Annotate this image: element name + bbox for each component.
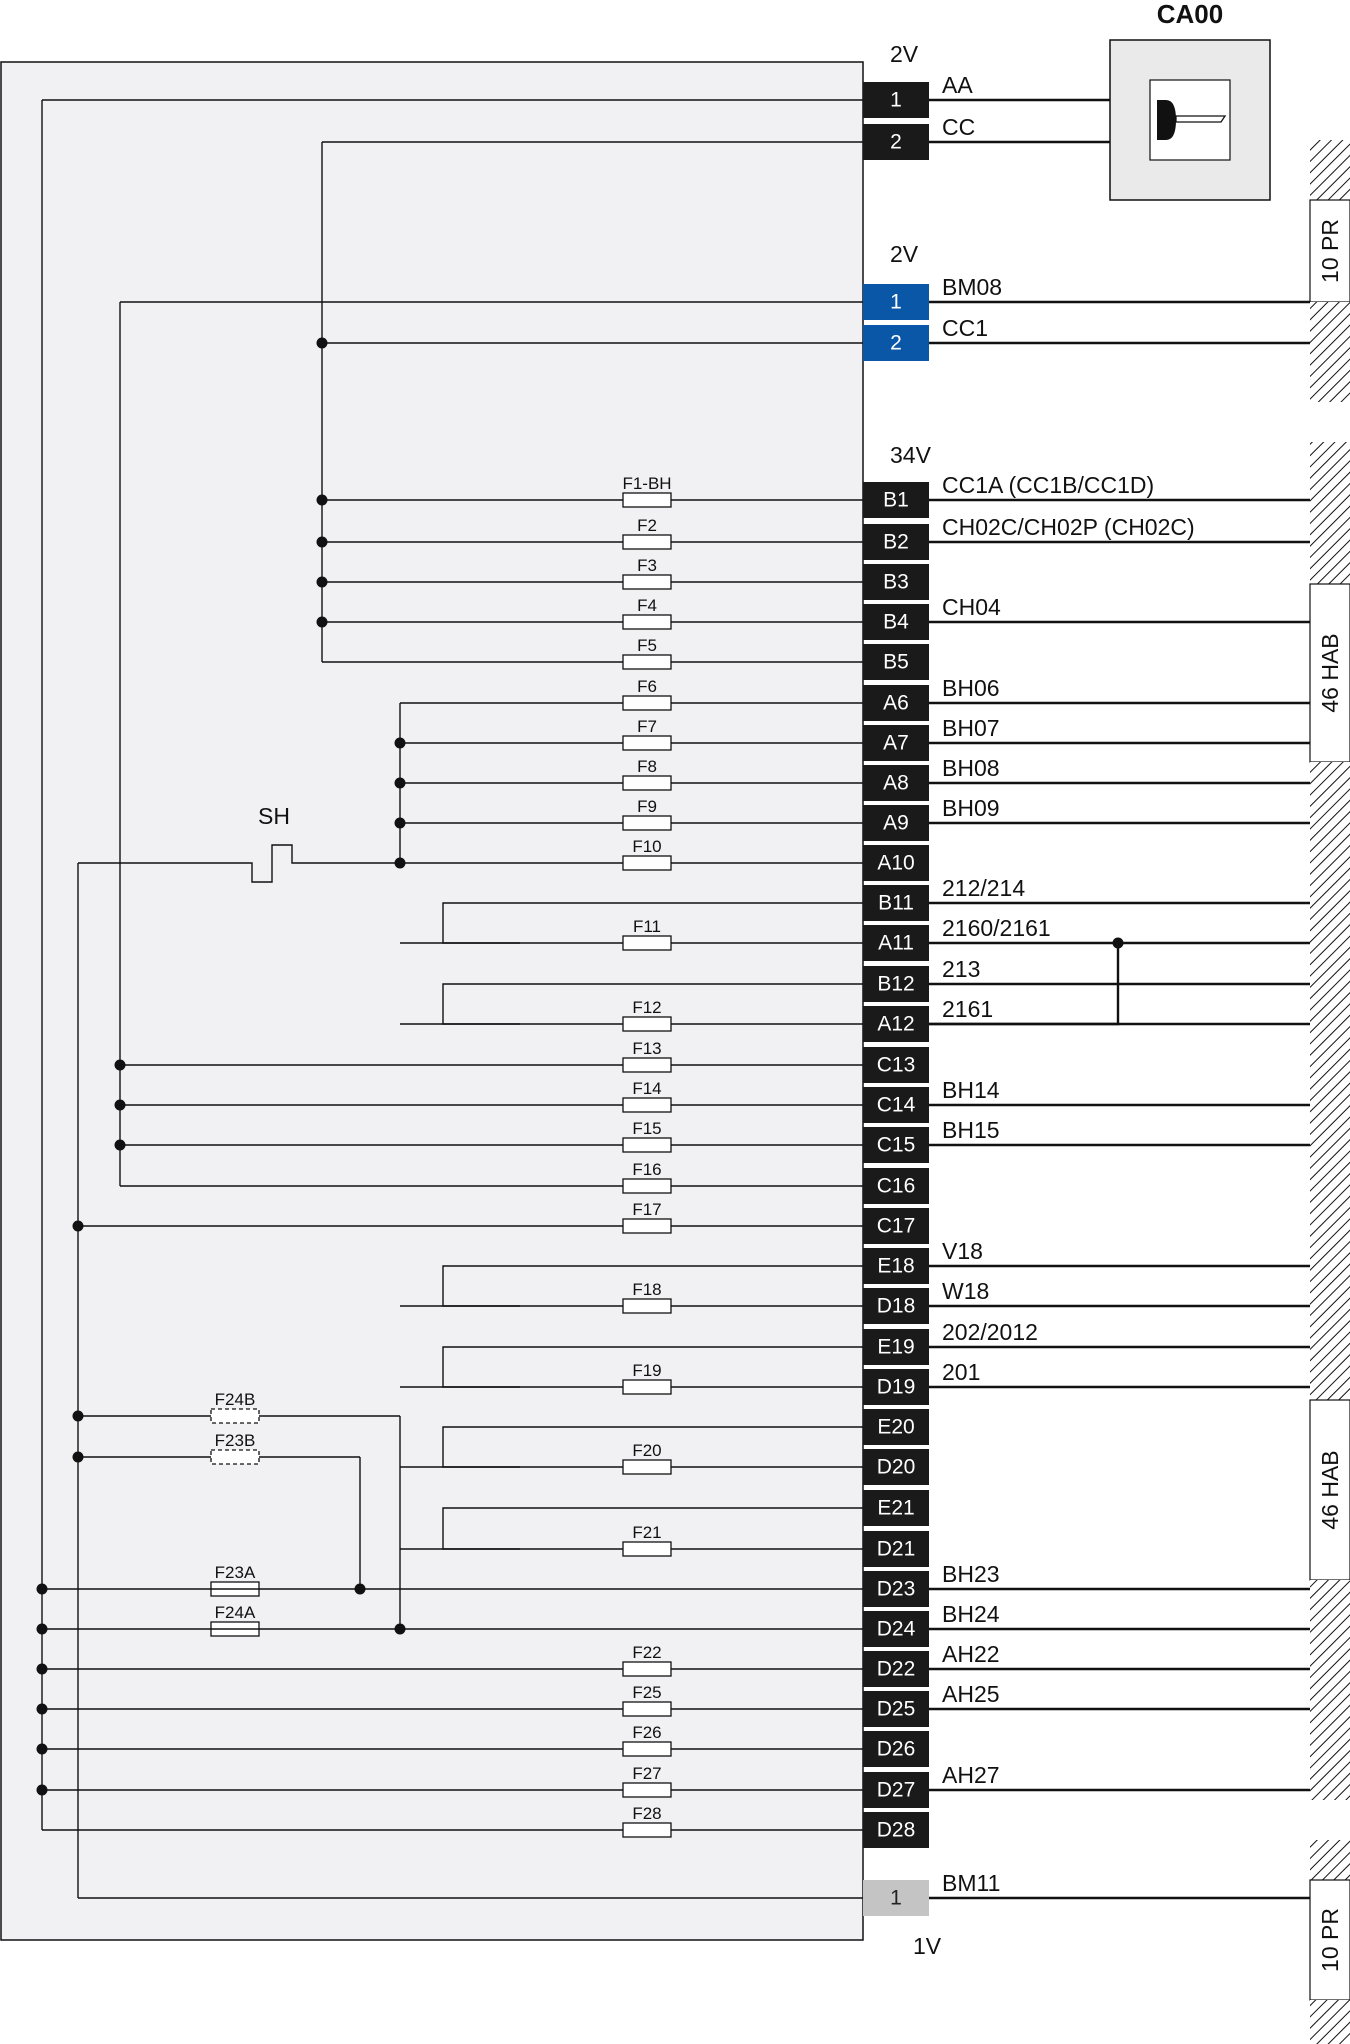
connector-4-voltage: 1V <box>913 1933 942 1959</box>
fuse-F4-body <box>623 615 671 629</box>
c4-pin-1-label: 1 <box>890 1886 902 1910</box>
fuse-F28-label: F28 <box>632 1804 662 1823</box>
fuse-F26-label: F26 <box>632 1723 662 1742</box>
fuse-F15-label: F15 <box>632 1119 662 1138</box>
fuse-F27-body <box>623 1783 671 1797</box>
c3-pin-B1-wire-label: CC1A (CC1B/CC1D) <box>942 472 1155 498</box>
c3-pin-D22-wire-label: AH22 <box>942 1641 1000 1667</box>
c3-pin-A6-label: A6 <box>883 691 909 715</box>
shunt-label: SH <box>258 803 290 829</box>
c1-pin-2-wire-label: CC <box>942 114 976 140</box>
c3-pin-D25-wire-label: AH25 <box>942 1681 1000 1707</box>
fuse-box-panel <box>1 62 863 1940</box>
fuse-F5-body <box>623 655 671 669</box>
strip-3b <box>1310 2000 1350 2044</box>
c3-pin-A9-label: A9 <box>883 811 909 835</box>
fuse-F4-label: F4 <box>637 596 657 615</box>
fuse-F23A-label: F23A <box>214 1563 256 1582</box>
c3-pin-C15-wire-label: BH15 <box>942 1117 1000 1143</box>
fuse-F9-label: F9 <box>637 797 657 816</box>
fuse-F22-body <box>623 1662 671 1676</box>
fuse-F28-body <box>623 1823 671 1837</box>
fuse-F6-body <box>623 696 671 710</box>
c3-pin-A6-wire-label: BH06 <box>942 675 1000 701</box>
c2-pin-2-label: 2 <box>890 331 902 355</box>
c3-pin-D21-label: D21 <box>876 1537 916 1561</box>
c4-pin-1-wire-label: BM11 <box>942 1870 1001 1896</box>
c3-pin-D18-label: D18 <box>876 1294 916 1318</box>
c3-pin-E20-label: E20 <box>877 1415 915 1439</box>
c2-pin-1-wire-label: BM08 <box>942 274 1003 300</box>
c2-pin-1-label: 1 <box>890 290 902 314</box>
fuse-F14-body <box>623 1098 671 1112</box>
fuse-F16-label: F16 <box>632 1160 662 1179</box>
c3-pin-D19-label: D19 <box>876 1375 916 1399</box>
fuse-F12-body <box>623 1017 671 1031</box>
junction-dot <box>355 1584 366 1595</box>
side-label-46hab-1-text: 46 HAB <box>1317 633 1343 713</box>
c3-pin-A8-wire-label: BH08 <box>942 755 1000 781</box>
c3-pin-C17-label: C17 <box>876 1214 916 1238</box>
fuse-F12-label: F12 <box>632 998 662 1017</box>
fuse-F14-label: F14 <box>632 1079 662 1098</box>
c3-pin-B2-wire-label: CH02C/CH02P (CH02C) <box>942 514 1195 540</box>
strip-1b <box>1310 302 1350 402</box>
c3-pin-A9-wire-label: BH09 <box>942 795 1000 821</box>
connector-2-voltage: 2V <box>890 241 919 267</box>
fuse-F15-body <box>623 1138 671 1152</box>
fuse-F27-label: F27 <box>632 1764 662 1783</box>
fuse-F11-body <box>623 936 671 950</box>
c1-pin-1-wire-label: AA <box>942 72 973 98</box>
fuse-F2-body <box>623 535 671 549</box>
fuse-F24B-label: F24B <box>214 1390 256 1409</box>
strip-1a <box>1310 140 1350 200</box>
strip-2b <box>1310 762 1350 1400</box>
c3-pin-D23-wire-label: BH23 <box>942 1561 1000 1587</box>
fuse-F8-body <box>623 776 671 790</box>
c3-pin-B3-label: B3 <box>883 570 909 594</box>
fuse-F1-BH-label: F1-BH <box>622 474 672 493</box>
fuse-F16-body <box>623 1179 671 1193</box>
fuse-F10-label: F10 <box>632 837 662 856</box>
c3-pin-E19-label: E19 <box>877 1335 915 1359</box>
c3-pin-B1-label: B1 <box>883 488 909 512</box>
fuse-F18-body <box>623 1299 671 1313</box>
connector-strips <box>1310 140 1350 2044</box>
strip-2a <box>1310 442 1350 584</box>
c3-pin-D26-label: D26 <box>876 1737 916 1761</box>
c3-pin-B4-label: B4 <box>883 610 909 634</box>
fuse-F26-body <box>623 1742 671 1756</box>
c3-pin-B11-label: B11 <box>878 891 914 915</box>
connector-1-voltage: 2V <box>890 41 919 67</box>
c3-pin-A11-wire-label: 2160/2161 <box>942 915 1051 941</box>
fuse-F19-body <box>623 1380 671 1394</box>
c3-pin-E18-label: E18 <box>877 1254 915 1278</box>
c2-pin-2-wire-label: CC1 <box>942 315 989 341</box>
c3-pin-A8-label: A8 <box>883 771 909 795</box>
fuse-F5-label: F5 <box>637 636 657 655</box>
fuse-F17-body <box>623 1219 671 1233</box>
c3-pin-A11-label: A11 <box>878 931 914 955</box>
c3-pin-A12-wire-label: 2161 <box>942 996 994 1022</box>
connector-3-voltage: 34V <box>890 442 931 468</box>
fuse-F8-label: F8 <box>637 757 657 776</box>
fuse-F17-label: F17 <box>632 1200 662 1219</box>
fuse-F21-label: F21 <box>632 1523 662 1542</box>
c3-pin-D23-label: D23 <box>876 1577 916 1601</box>
fuse-F20-body <box>623 1460 671 1474</box>
fuse-F19-label: F19 <box>632 1361 662 1380</box>
junction-dot <box>395 738 406 749</box>
fuse-F3-body <box>623 575 671 589</box>
c3-pin-B12-label: B12 <box>877 972 915 996</box>
c1-pin-2-label: 2 <box>890 130 902 154</box>
c3-pin-D24-label: D24 <box>876 1617 916 1641</box>
side-label-10pr-2-text: 10 PR <box>1317 1908 1343 1972</box>
side-label-46hab-2-text: 46 HAB <box>1317 1450 1343 1530</box>
fuse-F7-body <box>623 736 671 750</box>
fuse-F6-label: F6 <box>637 677 657 696</box>
c3-pin-B5-label: B5 <box>883 650 909 674</box>
fuse-F24A-label: F24A <box>214 1603 256 1622</box>
fuse-F1-BH-body <box>623 493 671 507</box>
c3-pin-E18-wire-label: V18 <box>942 1238 983 1264</box>
fuse-F23B-body <box>211 1450 259 1464</box>
strip-3a <box>1310 1840 1350 1880</box>
c3-pin-D22-label: D22 <box>876 1657 916 1681</box>
c3-pin-D28-label: D28 <box>876 1818 916 1842</box>
ignition-switch <box>1110 0 1270 200</box>
fuse-F7-label: F7 <box>637 717 657 736</box>
c3-pin-B4-wire-label: CH04 <box>942 594 1001 620</box>
strip-2c <box>1310 1580 1350 1800</box>
c3-pin-B2-label: B2 <box>883 530 909 554</box>
fuse-F13-body <box>623 1058 671 1072</box>
c3-pin-A12-label: A12 <box>877 1012 915 1036</box>
c3-pin-C14-label: C14 <box>876 1093 916 1117</box>
connector-pins <box>863 72 1310 1916</box>
c3-pin-D24-wire-label: BH24 <box>942 1601 1000 1627</box>
fuse-F22-label: F22 <box>632 1643 662 1662</box>
junction-dot <box>395 1624 406 1635</box>
fuse-F25-label: F25 <box>632 1683 662 1702</box>
c1-pin-1-label: 1 <box>890 88 902 112</box>
c3-pin-D25-label: D25 <box>876 1697 916 1721</box>
fuse-F13-label: F13 <box>632 1039 662 1058</box>
fuse-F2-label: F2 <box>637 516 657 535</box>
c3-pin-B11-wire-label: 212/214 <box>942 875 1026 901</box>
junction-dot <box>395 778 406 789</box>
c3-pin-D20-label: D20 <box>876 1455 916 1479</box>
c3-pin-D27-wire-label: AH27 <box>942 1762 1000 1788</box>
c3-pin-D27-label: D27 <box>876 1778 916 1802</box>
c3-pin-D18-wire-label: W18 <box>942 1278 990 1304</box>
c3-pin-D19-wire-label: 201 <box>942 1359 981 1385</box>
fuse-F24B-body <box>211 1409 259 1423</box>
fuse-F20-label: F20 <box>632 1441 662 1460</box>
fuse-F23B-label: F23B <box>214 1431 256 1450</box>
c3-pin-C14-wire-label: BH14 <box>942 1077 1000 1103</box>
fuse-F9-body <box>623 816 671 830</box>
c3-pin-A7-wire-label: BH07 <box>942 715 1000 741</box>
junction-dot <box>395 818 406 829</box>
c3-pin-C16-label: C16 <box>876 1174 916 1198</box>
fuse-F18-label: F18 <box>632 1280 662 1299</box>
fuse-F3-label: F3 <box>637 556 657 575</box>
c3-pin-C15-label: C15 <box>876 1133 916 1157</box>
fuse-F25-body <box>623 1702 671 1716</box>
c3-pin-E21-label: E21 <box>877 1496 915 1520</box>
c3-pin-E19-wire-label: 202/2012 <box>942 1319 1038 1345</box>
c3-pin-A10-label: A10 <box>877 851 915 875</box>
side-label-10pr-1-text: 10 PR <box>1317 219 1343 283</box>
component-title: CA00 <box>1156 0 1224 29</box>
c3-pin-C13-label: C13 <box>876 1053 916 1077</box>
fuse-F21-body <box>623 1542 671 1556</box>
c3-pin-A7-label: A7 <box>883 731 909 755</box>
fuse-F11-label: F11 <box>632 917 662 936</box>
fuse-F10-body <box>623 856 671 870</box>
c3-pin-B12-wire-label: 213 <box>942 956 981 982</box>
